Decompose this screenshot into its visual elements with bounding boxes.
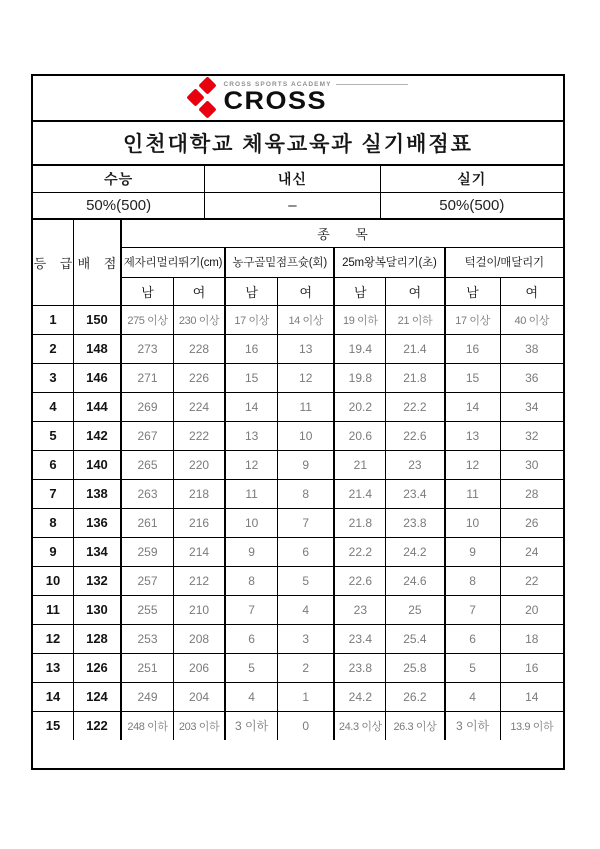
value-cell: 5 [225, 653, 278, 682]
value-cell: 214 [174, 537, 226, 566]
value-cell: 17 이상 [445, 305, 501, 334]
value-cell: 259 [121, 537, 174, 566]
value-cell: 249 [121, 682, 174, 711]
header-female: 여 [174, 277, 226, 305]
value-cell: 9 [445, 537, 501, 566]
value-cell: 21 [334, 450, 386, 479]
title-row [33, 122, 563, 164]
tagline-rule [336, 84, 408, 85]
value-cell: 21.8 [334, 508, 386, 537]
value-cell: 13 [225, 421, 278, 450]
value-cell: 8 [445, 566, 501, 595]
value-cell: 16 [445, 334, 501, 363]
table-row [33, 479, 563, 508]
grade-cell: 4 [33, 392, 73, 421]
value-cell: 9 [225, 537, 278, 566]
grade-cell: 5 [33, 421, 73, 450]
value-cell: 4 [278, 595, 335, 624]
value-cell: 24.3 이상 [334, 711, 386, 740]
points-cell: 126 [73, 653, 121, 682]
table-row [33, 653, 563, 682]
table-row [33, 682, 563, 711]
value-cell: 13.9 이하 [500, 711, 563, 740]
points-cell: 148 [73, 334, 121, 363]
value-cell: 11 [278, 392, 335, 421]
value-cell: 0 [278, 711, 335, 740]
value-cell: 21 이하 [386, 305, 445, 334]
value-cell: 261 [121, 508, 174, 537]
points-cell: 150 [73, 305, 121, 334]
points-cell: 142 [73, 421, 121, 450]
points-cell: 144 [73, 392, 121, 421]
value-cell: 255 [121, 595, 174, 624]
cross-diamonds-icon [188, 79, 218, 118]
value-cell: 275 이상 [121, 305, 174, 334]
value-cell: 8 [225, 566, 278, 595]
logo-tagline: CROSS SPORTS ACADEMY [223, 81, 332, 88]
value-cell: 13 [278, 334, 335, 363]
value-cell: 5 [278, 566, 335, 595]
points-cell: 132 [73, 566, 121, 595]
value-cell: 11 [225, 479, 278, 508]
value-cell: 13 [445, 421, 501, 450]
value-cell: 23 [386, 450, 445, 479]
value-cell: 17 이상 [225, 305, 278, 334]
value-cell: 8 [278, 479, 335, 508]
value-cell: 16 [225, 334, 278, 363]
logo-lockup [188, 79, 407, 118]
value-cell: 206 [174, 653, 226, 682]
value-cell: 7 [445, 595, 501, 624]
value-cell: 230 이상 [174, 305, 226, 334]
grade-cell: 15 [33, 711, 73, 740]
header-row-group [33, 220, 563, 247]
value-cell: 28 [500, 479, 563, 508]
value-cell: 23 [334, 595, 386, 624]
value-cell: 3 이하 [445, 711, 501, 740]
value-cell: 1 [278, 682, 335, 711]
grade-cell: 3 [33, 363, 73, 392]
value-cell: 22.2 [386, 392, 445, 421]
grade-cell: 10 [33, 566, 73, 595]
value-cell: 12 [225, 450, 278, 479]
value-cell: 19.8 [334, 363, 386, 392]
grade-cell: 2 [33, 334, 73, 363]
value-cell: 20.2 [334, 392, 386, 421]
value-cell: 21.4 [386, 334, 445, 363]
grade-cell: 13 [33, 653, 73, 682]
value-cell: 228 [174, 334, 226, 363]
table-row [33, 566, 563, 595]
value-cell: 32 [500, 421, 563, 450]
value-cell: 2 [278, 653, 335, 682]
value-cell: 34 [500, 392, 563, 421]
value-cell: 20.6 [334, 421, 386, 450]
points-cell: 134 [73, 537, 121, 566]
value-cell: 265 [121, 450, 174, 479]
value-cell: 253 [121, 624, 174, 653]
header-event-jumpshot: 농구골밑점프슛(회) [225, 247, 334, 277]
value-cell: 10 [445, 508, 501, 537]
value-cell: 222 [174, 421, 226, 450]
value-cell: 25 [386, 595, 445, 624]
table-row [33, 450, 563, 479]
value-cell: 10 [278, 421, 335, 450]
grade-cell: 14 [33, 682, 73, 711]
header-male: 남 [334, 277, 386, 305]
value-cell: 24.2 [386, 537, 445, 566]
value-cell: 14 [500, 682, 563, 711]
grade-cell: 1 [33, 305, 73, 334]
table-row [33, 508, 563, 537]
value-cell: 7 [278, 508, 335, 537]
header-events-group: 종 목 [121, 220, 563, 247]
value-cell: 22.2 [334, 537, 386, 566]
header-event-longjump: 제자리멀리뛰기(cm) [121, 247, 225, 277]
value-cell: 269 [121, 392, 174, 421]
document-frame [31, 74, 565, 770]
value-cell: 24.2 [334, 682, 386, 711]
value-cell: 7 [225, 595, 278, 624]
ratio-value-gpa: – [205, 192, 380, 218]
value-cell: 24.6 [386, 566, 445, 595]
value-cell: 4 [445, 682, 501, 711]
grade-cell: 6 [33, 450, 73, 479]
header-female: 여 [386, 277, 445, 305]
logo-text [223, 81, 407, 116]
table-row [33, 363, 563, 392]
points-cell: 138 [73, 479, 121, 508]
value-cell: 14 이상 [278, 305, 335, 334]
value-cell: 251 [121, 653, 174, 682]
value-cell: 21.8 [386, 363, 445, 392]
header-male: 남 [225, 277, 278, 305]
ratio-value-practical: 50%(500) [380, 192, 563, 218]
header-points: 배 점 [73, 220, 121, 305]
value-cell: 25.8 [386, 653, 445, 682]
table-row [33, 537, 563, 566]
header-grade: 등 급 [33, 220, 73, 305]
header-male: 남 [445, 277, 501, 305]
points-cell: 122 [73, 711, 121, 740]
ratio-header-gpa: 내신 [205, 166, 380, 192]
value-cell: 6 [445, 624, 501, 653]
diamond-icon [199, 100, 217, 118]
points-cell: 124 [73, 682, 121, 711]
value-cell: 24 [500, 537, 563, 566]
value-cell: 15 [445, 363, 501, 392]
value-cell: 22.6 [386, 421, 445, 450]
ratio-value-csat: 50%(500) [33, 192, 205, 218]
value-cell: 267 [121, 421, 174, 450]
value-cell: 3 [278, 624, 335, 653]
value-cell: 9 [278, 450, 335, 479]
value-cell: 224 [174, 392, 226, 421]
header-male: 남 [121, 277, 174, 305]
table-row [33, 392, 563, 421]
value-cell: 212 [174, 566, 226, 595]
value-cell: 23.4 [334, 624, 386, 653]
header-female: 여 [500, 277, 563, 305]
value-cell: 20 [500, 595, 563, 624]
value-cell: 226 [174, 363, 226, 392]
value-cell: 11 [445, 479, 501, 508]
ratio-value-row [33, 192, 563, 218]
points-cell: 136 [73, 508, 121, 537]
value-cell: 203 이하 [174, 711, 226, 740]
table-row [33, 421, 563, 450]
value-cell: 6 [225, 624, 278, 653]
table-row [33, 334, 563, 363]
value-cell: 26.3 이상 [386, 711, 445, 740]
value-cell: 26.2 [386, 682, 445, 711]
value-cell: 10 [225, 508, 278, 537]
value-cell: 23.4 [386, 479, 445, 508]
table-row [33, 305, 563, 334]
points-cell: 128 [73, 624, 121, 653]
grade-cell: 7 [33, 479, 73, 508]
table-row [33, 711, 563, 740]
value-cell: 18 [500, 624, 563, 653]
value-cell: 40 이상 [500, 305, 563, 334]
value-cell: 210 [174, 595, 226, 624]
value-cell: 15 [225, 363, 278, 392]
header-event-pullup: 턱걸이/매달리기 [445, 247, 564, 277]
value-cell: 273 [121, 334, 174, 363]
value-cell: 36 [500, 363, 563, 392]
grade-cell: 9 [33, 537, 73, 566]
points-cell: 140 [73, 450, 121, 479]
value-cell: 26 [500, 508, 563, 537]
value-cell: 22.6 [334, 566, 386, 595]
grade-cell: 8 [33, 508, 73, 537]
value-cell: 208 [174, 624, 226, 653]
page-title: 인천대학교 체육교육과 실기배점표 [123, 133, 473, 156]
score-ratio-table [33, 166, 563, 218]
value-cell: 22 [500, 566, 563, 595]
value-cell: 3 이하 [225, 711, 278, 740]
value-cell: 220 [174, 450, 226, 479]
ratio-header-row [33, 166, 563, 192]
value-cell: 248 이하 [121, 711, 174, 740]
grade-cell: 11 [33, 595, 73, 624]
ratio-header-practical: 실기 [380, 166, 563, 192]
value-cell: 21.4 [334, 479, 386, 508]
value-cell: 218 [174, 479, 226, 508]
value-cell: 4 [225, 682, 278, 711]
value-cell: 5 [445, 653, 501, 682]
value-cell: 14 [445, 392, 501, 421]
value-cell: 12 [445, 450, 501, 479]
points-cell: 130 [73, 595, 121, 624]
value-cell: 14 [225, 392, 278, 421]
score-table [33, 220, 563, 740]
logo [33, 76, 563, 120]
value-cell: 25.4 [386, 624, 445, 653]
diamond-icon [199, 76, 217, 94]
logo-wordmark: CROSS [223, 86, 327, 115]
value-cell: 263 [121, 479, 174, 508]
value-cell: 216 [174, 508, 226, 537]
score-table-body [33, 305, 563, 740]
value-cell: 19.4 [334, 334, 386, 363]
table-row [33, 595, 563, 624]
value-cell: 19 이하 [334, 305, 386, 334]
header-female: 여 [278, 277, 335, 305]
grade-cell: 12 [33, 624, 73, 653]
value-cell: 16 [500, 653, 563, 682]
value-cell: 30 [500, 450, 563, 479]
value-cell: 12 [278, 363, 335, 392]
table-row [33, 624, 563, 653]
value-cell: 23.8 [386, 508, 445, 537]
value-cell: 23.8 [334, 653, 386, 682]
points-cell: 146 [73, 363, 121, 392]
value-cell: 6 [278, 537, 335, 566]
value-cell: 257 [121, 566, 174, 595]
value-cell: 38 [500, 334, 563, 363]
value-cell: 204 [174, 682, 226, 711]
header-event-shuttlerun: 25m왕복달리기(초) [334, 247, 444, 277]
ratio-header-csat: 수능 [33, 166, 205, 192]
value-cell: 271 [121, 363, 174, 392]
